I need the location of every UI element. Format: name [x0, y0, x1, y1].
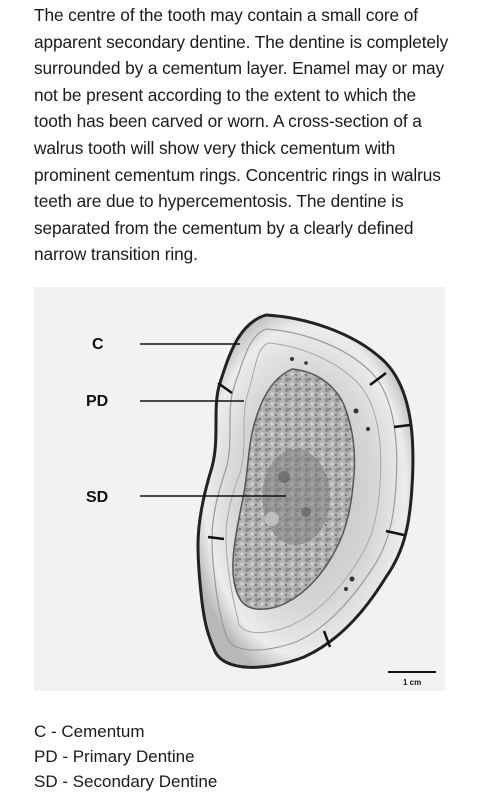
- figure-legend: [34, 719, 454, 794]
- legend-item-primary-dentine: PD - Primary Dentine: [34, 747, 195, 766]
- label-pd: PD: [86, 393, 109, 410]
- tooth-cross-section-figure: [34, 287, 445, 691]
- article-paragraph: The centre of the tooth may contain a small core of apparent secondary dentine. The dentine is completely surrounded by a cementum layer. Enamel may or may not be present according to the extent to which the tooth has been carved or worn. A cross-section of a walrus tooth will show very thick cementum with prominent cementum rings. Concentric rings in walrus teeth are due to hypercementosis. The dentine is separated from the cementum by a clearly defined narrow transition ring.: [34, 5, 449, 265]
- label-c: C: [92, 336, 104, 353]
- scale-bar-label: 1 cm: [403, 678, 422, 687]
- legend-item-secondary-dentine: SD - Secondary Dentine: [34, 772, 218, 791]
- legend-item-cementum: C - Cementum: [34, 722, 145, 741]
- label-sd: SD: [86, 489, 109, 506]
- walrus-tooth-image: [34, 287, 445, 691]
